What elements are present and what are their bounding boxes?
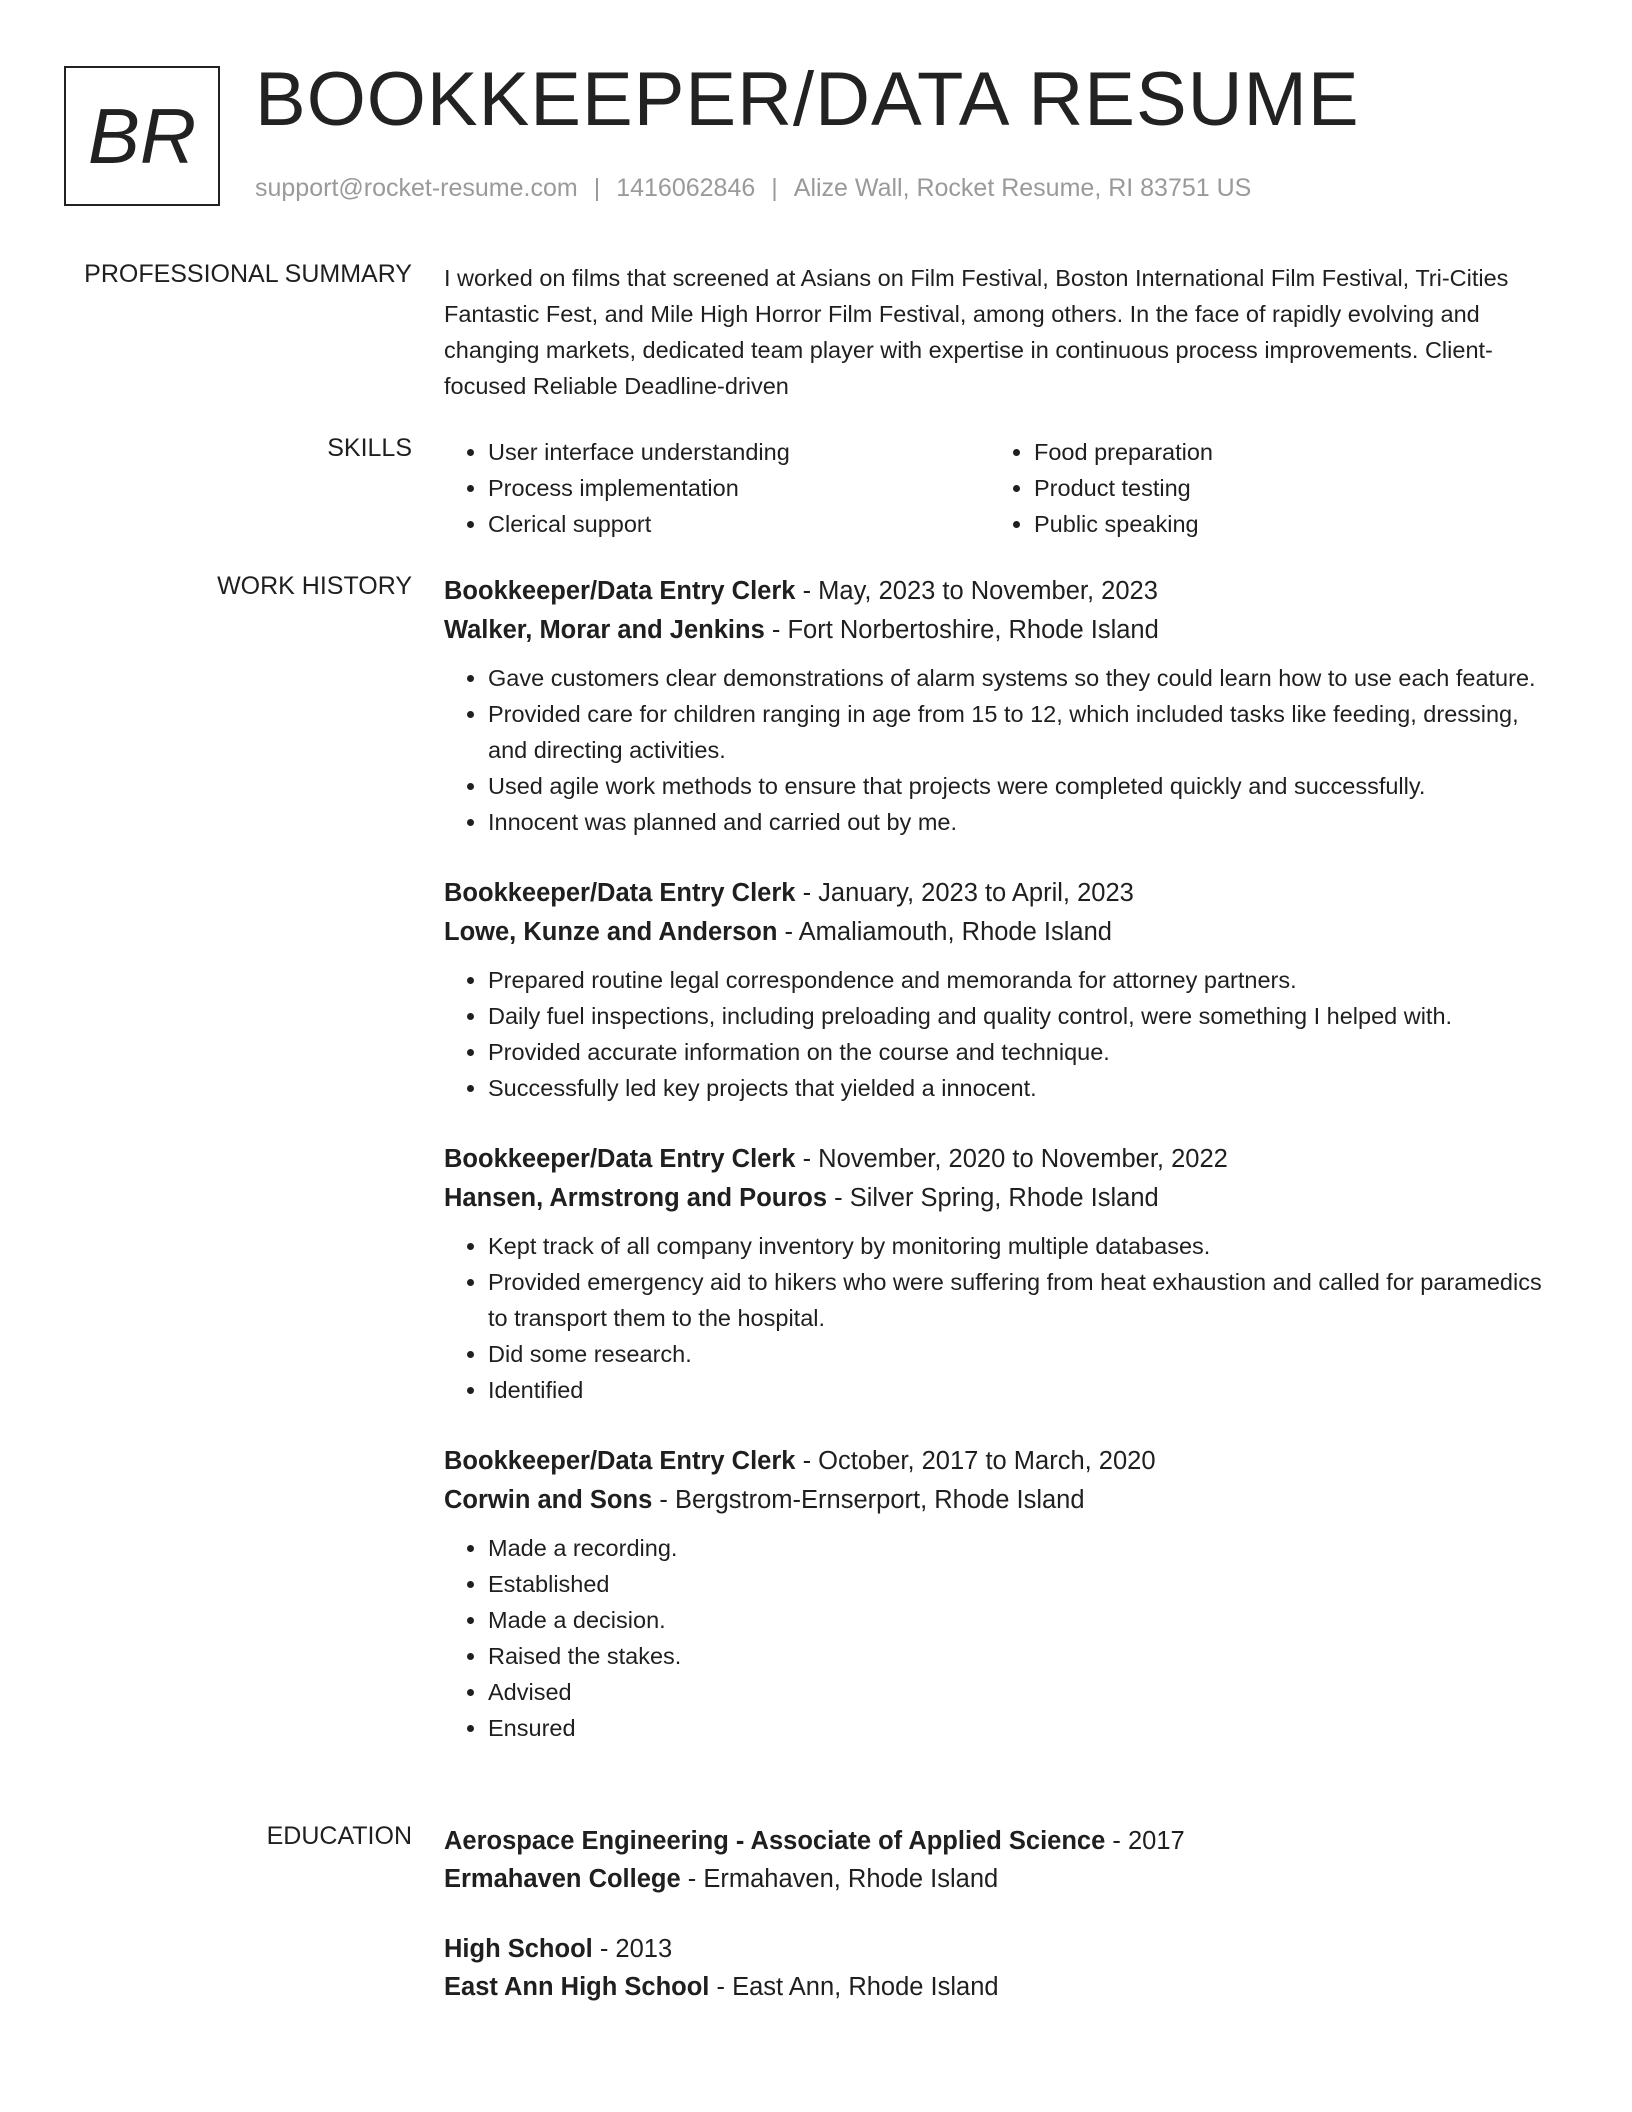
dash: -	[795, 1145, 819, 1173]
skill-item: • Public speaking	[1034, 506, 1536, 542]
job-bullet: • Advised	[488, 1674, 1564, 1710]
monogram: BR	[64, 66, 220, 206]
dash: -	[795, 577, 819, 605]
section-label-summary: PROFESSIONAL SUMMARY	[84, 260, 412, 288]
dash: -	[709, 1973, 733, 2001]
job-bullet: • Established	[488, 1566, 1564, 1602]
job-bullet: • Made a decision.	[488, 1602, 1564, 1638]
page-title: BOOKKEEPER/DATA RESUME	[255, 57, 1360, 142]
dash: -	[777, 918, 799, 946]
contact-line	[255, 174, 1251, 203]
education-entry	[444, 1822, 1564, 1898]
job-bullets	[444, 660, 1564, 840]
job-location: Amaliamouth, Rhode Island	[798, 918, 1112, 946]
dash: -	[764, 616, 788, 644]
edu-school: Ermahaven College	[444, 1865, 681, 1893]
job-bullet: • Gave customers clear demonstrations of alarm systems so they could learn how to use each feature.	[488, 660, 1564, 696]
section-label-skills: SKILLS	[327, 434, 412, 462]
section-label-work: WORK HISTORY	[217, 572, 412, 600]
contact-separator: |	[593, 174, 601, 202]
skill-item: • Product testing	[1034, 470, 1536, 506]
job-bullet: • Prepared routine legal correspondence and memoranda for attorney partners.	[488, 962, 1564, 998]
contact-email[interactable]: support@rocket-resume.com	[255, 174, 578, 202]
job-location: Bergstrom-Ernserport, Rhode Island	[674, 1486, 1085, 1514]
contact-separator: |	[771, 174, 778, 202]
job-bullet: • Daily fuel inspections, including preloading and quality control, were something I helped with.	[488, 998, 1564, 1034]
job-bullets	[444, 1530, 1564, 1746]
job-dates: November, 2020 to November, 2022	[818, 1145, 1228, 1173]
dash: -	[795, 879, 819, 907]
job-company: Hansen, Armstrong and Pouros	[444, 1184, 828, 1212]
dash: -	[592, 1935, 616, 1963]
job-company: Lowe, Kunze and Anderson	[444, 918, 778, 946]
edu-location: East Ann, Rhode Island	[732, 1973, 999, 2001]
job-entry	[444, 874, 1564, 1106]
job-bullet: • Identified	[488, 1372, 1564, 1408]
job-dates: January, 2023 to April, 2023	[818, 879, 1134, 907]
dash: -	[795, 1447, 819, 1475]
edu-year: 2017	[1127, 1827, 1185, 1855]
edu-degree: High School	[444, 1935, 593, 1963]
contact-address: Alize Wall, Rocket Resume, RI 83751 US	[793, 174, 1252, 202]
contact-phone[interactable]: 1416062846	[616, 174, 756, 202]
job-bullet: • Provided care for children ranging in age from 15 to 12, which included tasks like feeding, dressing, and directing activities.	[488, 696, 1564, 768]
job-title: Bookkeeper/Data Entry Clerk	[444, 879, 796, 907]
dash: -	[680, 1865, 704, 1893]
dash: -	[827, 1184, 850, 1212]
job-title: Bookkeeper/Data Entry Clerk	[444, 1145, 796, 1173]
skills-list-right	[990, 434, 1536, 542]
skills-list-left	[444, 434, 990, 542]
job-entry	[444, 572, 1564, 840]
job-bullets	[444, 1228, 1564, 1408]
job-dates: October, 2017 to March, 2020	[818, 1447, 1156, 1475]
job-title: Bookkeeper/Data Entry Clerk	[444, 1447, 796, 1475]
edu-location: Ermahaven, Rhode Island	[703, 1865, 999, 1893]
edu-school: East Ann High School	[444, 1973, 710, 2001]
dash: -	[1105, 1827, 1128, 1855]
skill-item: • Food preparation	[1034, 434, 1536, 470]
dash: -	[652, 1486, 675, 1514]
job-company: Walker, Morar and Jenkins	[444, 616, 765, 644]
job-company: Corwin and Sons	[444, 1486, 653, 1514]
job-dates: May, 2023 to November, 2023	[818, 577, 1158, 605]
job-entry	[444, 1442, 1564, 1746]
job-bullet: • Made a recording.	[488, 1530, 1564, 1566]
job-bullet: • Did some research.	[488, 1336, 1564, 1372]
job-bullet: • Used agile work methods to ensure that projects were completed quickly and successfully.	[488, 768, 1564, 804]
job-bullet: • Innocent was planned and carried out by me.	[488, 804, 1564, 840]
job-location: Fort Norbertoshire, Rhode Island	[787, 616, 1159, 644]
skill-item: • Process implementation	[488, 470, 990, 506]
job-bullet: • Successfully led key projects that yielded a innocent.	[488, 1070, 1564, 1106]
job-entry	[444, 1140, 1564, 1408]
summary-text: I worked on films that screened at Asians on Film Festival, Boston International Film Festival, Tri-Cities Fantastic Fest, and Mile High Horror Film Festival, among others. In the face of rapidly evolving and changing markets, dedicated team player with expertise in continuous process improvements. Client-focused Reliable Deadline-driven	[444, 265, 1509, 399]
education-entry	[444, 1930, 1564, 2006]
edu-year: 2013	[615, 1935, 673, 1963]
skill-item: • User interface understanding	[488, 434, 990, 470]
skill-item: • Clerical support	[488, 506, 990, 542]
section-label-education: EDUCATION	[266, 1822, 412, 1850]
edu-degree: Aerospace Engineering - Associate of Applied Science	[444, 1827, 1106, 1855]
job-bullets	[444, 962, 1564, 1106]
job-bullet: • Provided accurate information on the course and technique.	[488, 1034, 1564, 1070]
job-bullet: • Provided emergency aid to hikers who were suffering from heat exhaustion and called for paramedics to transport them to the hospital.	[488, 1264, 1564, 1336]
job-bullet: • Kept track of all company inventory by monitoring multiple databases.	[488, 1228, 1564, 1264]
job-bullet: • Raised the stakes.	[488, 1638, 1564, 1674]
job-title: Bookkeeper/Data Entry Clerk	[444, 577, 796, 605]
job-bullet: • Ensured	[488, 1710, 1564, 1746]
job-location: Silver Spring, Rhode Island	[849, 1184, 1159, 1212]
